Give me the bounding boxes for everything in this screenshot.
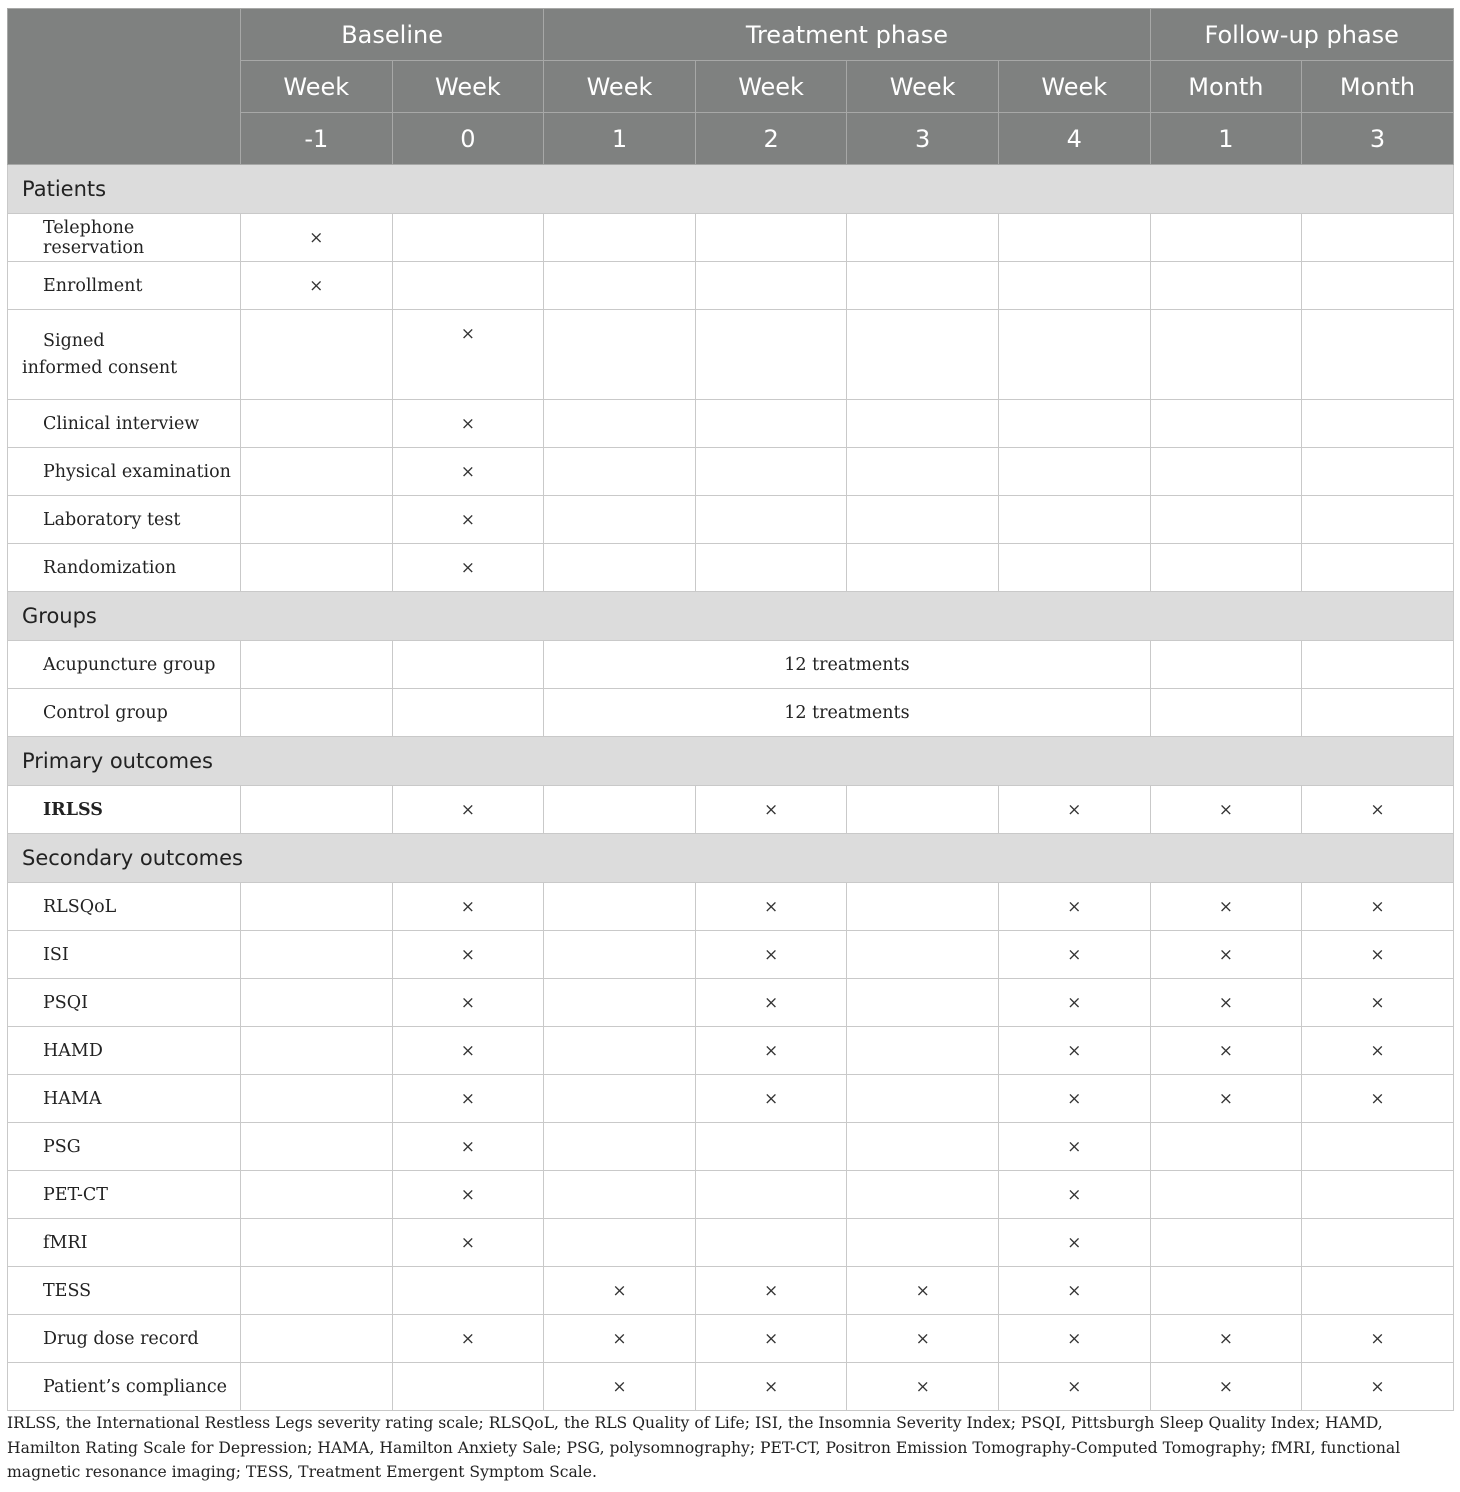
check-mark-cell: ×: [392, 448, 544, 496]
check-mark-cell: ×: [392, 1219, 544, 1267]
check-mark-cell: ×: [998, 931, 1150, 979]
row-label: Acupuncture group: [8, 641, 241, 689]
empty-cell: [1302, 448, 1454, 496]
header-phase-treatment: Treatment phase: [544, 9, 1150, 61]
table-row: [8, 786, 1454, 834]
row-label: Clinical interview: [8, 400, 241, 448]
check-mark-cell: ×: [1302, 883, 1454, 931]
header-number: 3: [847, 113, 999, 165]
empty-cell: [544, 1219, 696, 1267]
table-row: [8, 979, 1454, 1027]
check-mark-cell: ×: [998, 883, 1150, 931]
header-unit: Week: [392, 61, 544, 113]
empty-cell: [695, 1171, 847, 1219]
check-mark-cell: ×: [392, 1027, 544, 1075]
header-corner: [8, 9, 241, 165]
section-row: [8, 592, 1454, 641]
row-label: PSG: [8, 1123, 241, 1171]
table-row: [8, 214, 1454, 262]
check-mark-cell: ×: [1302, 979, 1454, 1027]
section-title: Secondary outcomes: [8, 834, 1454, 883]
row-label: Drug dose record: [8, 1315, 241, 1363]
empty-cell: [1302, 1219, 1454, 1267]
header-unit: Week: [544, 61, 696, 113]
check-mark-cell: ×: [1150, 931, 1302, 979]
check-mark-cell: ×: [1150, 979, 1302, 1027]
empty-cell: [1150, 1171, 1302, 1219]
table-row: [8, 641, 1454, 689]
empty-cell: [544, 310, 696, 400]
empty-cell: [241, 1315, 393, 1363]
empty-cell: [998, 544, 1150, 592]
header-number: 2: [695, 113, 847, 165]
treatment-span-cell: 12 treatments: [544, 689, 1150, 737]
empty-cell: [1302, 262, 1454, 310]
empty-cell: [847, 496, 999, 544]
empty-cell: [998, 400, 1150, 448]
empty-cell: [241, 544, 393, 592]
table-body: [8, 165, 1454, 1411]
empty-cell: [847, 1171, 999, 1219]
check-mark-cell: ×: [1150, 786, 1302, 834]
check-mark-cell: ×: [392, 1123, 544, 1171]
table-row: [8, 1027, 1454, 1075]
empty-cell: [1150, 400, 1302, 448]
empty-cell: [998, 496, 1150, 544]
table-row: [8, 310, 1454, 400]
empty-cell: [544, 544, 696, 592]
empty-cell: [392, 689, 544, 737]
check-mark-cell: ×: [998, 1219, 1150, 1267]
row-label: Patient’s compliance: [8, 1363, 241, 1411]
empty-cell: [241, 883, 393, 931]
table-row: [8, 1315, 1454, 1363]
empty-cell: [544, 1027, 696, 1075]
empty-cell: [241, 400, 393, 448]
header-unit: Month: [1150, 61, 1302, 113]
check-mark-cell: ×: [1150, 1075, 1302, 1123]
empty-cell: [847, 883, 999, 931]
empty-cell: [241, 310, 393, 400]
empty-cell: [544, 1123, 696, 1171]
empty-cell: [544, 1075, 696, 1123]
row-label: HAMA: [8, 1075, 241, 1123]
empty-cell: [1150, 689, 1302, 737]
empty-cell: [241, 1267, 393, 1315]
empty-cell: [847, 1123, 999, 1171]
table-row: [8, 1219, 1454, 1267]
row-label: IRLSS: [8, 786, 241, 834]
check-mark-cell: ×: [847, 1267, 999, 1315]
check-mark-cell: ×: [998, 1027, 1150, 1075]
row-label: ISI: [8, 931, 241, 979]
check-mark-cell: ×: [1150, 883, 1302, 931]
empty-cell: [1150, 1267, 1302, 1315]
check-mark-cell: ×: [998, 1267, 1150, 1315]
check-mark-cell: ×: [695, 1075, 847, 1123]
empty-cell: [1150, 214, 1302, 262]
empty-cell: [1150, 448, 1302, 496]
check-mark-cell: ×: [544, 1315, 696, 1363]
check-mark-cell: ×: [1302, 1363, 1454, 1411]
empty-cell: [1150, 496, 1302, 544]
check-mark-cell: ×: [695, 1363, 847, 1411]
empty-cell: [392, 214, 544, 262]
empty-cell: [998, 214, 1150, 262]
empty-cell: [544, 496, 696, 544]
empty-cell: [1302, 544, 1454, 592]
empty-cell: [847, 1219, 999, 1267]
treatment-span-cell: 12 treatments: [544, 641, 1150, 689]
empty-cell: [695, 214, 847, 262]
empty-cell: [544, 1171, 696, 1219]
check-mark-cell: ×: [998, 1315, 1150, 1363]
check-mark-cell: ×: [241, 262, 393, 310]
empty-cell: [1302, 400, 1454, 448]
header-phase-baseline: Baseline: [241, 9, 544, 61]
empty-cell: [998, 310, 1150, 400]
empty-cell: [998, 448, 1150, 496]
row-label: TESS: [8, 1267, 241, 1315]
header-unit: Week: [695, 61, 847, 113]
row-label: RLSQoL: [8, 883, 241, 931]
table-row: [8, 448, 1454, 496]
header-phase-follow-up: Follow-up phase: [1150, 9, 1453, 61]
empty-cell: [544, 931, 696, 979]
check-mark-cell: ×: [695, 1315, 847, 1363]
table-row: [8, 1363, 1454, 1411]
row-label: fMRI: [8, 1219, 241, 1267]
header-number: 1: [544, 113, 696, 165]
empty-cell: [695, 496, 847, 544]
header-number: 1: [1150, 113, 1302, 165]
check-mark-cell: ×: [695, 931, 847, 979]
empty-cell: [695, 1219, 847, 1267]
empty-cell: [1150, 641, 1302, 689]
check-mark-cell: ×: [392, 979, 544, 1027]
empty-cell: [392, 641, 544, 689]
table-row: [8, 883, 1454, 931]
check-mark-cell: ×: [695, 883, 847, 931]
empty-cell: [241, 1171, 393, 1219]
section-row: [8, 737, 1454, 786]
section-row: [8, 165, 1454, 214]
table-header: [8, 9, 1454, 165]
check-mark-cell: ×: [392, 883, 544, 931]
empty-cell: [1150, 544, 1302, 592]
table-row: [8, 689, 1454, 737]
empty-cell: [847, 214, 999, 262]
empty-cell: [1302, 641, 1454, 689]
empty-cell: [544, 786, 696, 834]
section-title: Groups: [8, 592, 1454, 641]
empty-cell: [847, 448, 999, 496]
table-row: [8, 1075, 1454, 1123]
check-mark-cell: ×: [241, 214, 393, 262]
check-mark-cell: ×: [544, 1363, 696, 1411]
header-unit: Month: [1302, 61, 1454, 113]
empty-cell: [241, 1219, 393, 1267]
table-footnote: IRLSS, the International Restless Legs severity rating scale; RLSQoL, the RLS Quality of Life; ISI, the Insomnia Severity Index; PSQI, Pittsburgh Sleep Quality Index; HAMD, Hamilton Rating Scale for Depression; HAMA, Hamilton Anxiety Sale; PSG, polysomnography; PET-CT, Positron Emission Tomography-Computed Tomography; fMRI, functional magnetic resonance imaging; TESS, Treatment Emergent Symptom Scale.: [7, 1414, 1401, 1481]
table-row: [8, 1171, 1454, 1219]
empty-cell: [1150, 1219, 1302, 1267]
row-label: Physical examination: [8, 448, 241, 496]
check-mark-cell: ×: [998, 1123, 1150, 1171]
empty-cell: [241, 979, 393, 1027]
row-label: PSQI: [8, 979, 241, 1027]
empty-cell: [847, 262, 999, 310]
check-mark-cell: ×: [998, 786, 1150, 834]
row-label: Control group: [8, 689, 241, 737]
empty-cell: [241, 689, 393, 737]
section-row: [8, 834, 1454, 883]
empty-cell: [241, 1363, 393, 1411]
empty-cell: [695, 400, 847, 448]
check-mark-cell: ×: [847, 1363, 999, 1411]
check-mark-cell: ×: [392, 786, 544, 834]
empty-cell: [1302, 310, 1454, 400]
schedule-table: [7, 8, 1454, 1411]
check-mark-cell: ×: [392, 1315, 544, 1363]
empty-cell: [1302, 1171, 1454, 1219]
table-row: [8, 496, 1454, 544]
check-mark-cell: ×: [544, 1267, 696, 1315]
check-mark-cell: ×: [1150, 1315, 1302, 1363]
check-mark-cell: ×: [998, 1171, 1150, 1219]
empty-cell: [847, 544, 999, 592]
empty-cell: [1150, 310, 1302, 400]
row-label: Randomization: [8, 544, 241, 592]
empty-cell: [1150, 262, 1302, 310]
check-mark-cell: ×: [998, 1075, 1150, 1123]
row-label: HAMD: [8, 1027, 241, 1075]
header-number: 0: [392, 113, 544, 165]
row-label-line: informed consent: [22, 357, 178, 378]
empty-cell: [695, 310, 847, 400]
row-label: Telephone reservation: [8, 214, 241, 262]
empty-cell: [544, 883, 696, 931]
empty-cell: [1302, 214, 1454, 262]
empty-cell: [392, 1267, 544, 1315]
check-mark-cell: ×: [695, 1027, 847, 1075]
check-mark-cell: ×: [695, 979, 847, 1027]
check-mark-cell: ×: [1302, 1075, 1454, 1123]
empty-cell: [695, 544, 847, 592]
empty-cell: [544, 448, 696, 496]
check-mark-cell: ×: [392, 310, 544, 400]
empty-cell: [392, 1363, 544, 1411]
check-mark-cell: ×: [1302, 786, 1454, 834]
empty-cell: [1302, 689, 1454, 737]
header-number: 4: [998, 113, 1150, 165]
empty-cell: [241, 496, 393, 544]
check-mark-cell: ×: [392, 400, 544, 448]
check-mark-cell: ×: [392, 544, 544, 592]
empty-cell: [847, 1027, 999, 1075]
header-number: 3: [1302, 113, 1454, 165]
check-mark-cell: ×: [695, 1267, 847, 1315]
empty-cell: [847, 931, 999, 979]
empty-cell: [1302, 1267, 1454, 1315]
empty-cell: [392, 262, 544, 310]
section-title: Primary outcomes: [8, 737, 1454, 786]
empty-cell: [695, 448, 847, 496]
table-row: [8, 262, 1454, 310]
header-unit: Week: [998, 61, 1150, 113]
empty-cell: [695, 262, 847, 310]
empty-cell: [544, 262, 696, 310]
empty-cell: [241, 1075, 393, 1123]
table-row: [8, 544, 1454, 592]
row-label-line: Signed: [43, 330, 105, 351]
empty-cell: [241, 786, 393, 834]
check-mark-cell: ×: [392, 1075, 544, 1123]
empty-cell: [847, 400, 999, 448]
empty-cell: [241, 448, 393, 496]
check-mark-cell: ×: [998, 979, 1150, 1027]
row-label: Laboratory test: [8, 496, 241, 544]
empty-cell: [544, 214, 696, 262]
header-number: -1: [241, 113, 393, 165]
check-mark-cell: ×: [1302, 1315, 1454, 1363]
row-label: PET-CT: [8, 1171, 241, 1219]
empty-cell: [847, 1075, 999, 1123]
check-mark-cell: ×: [1150, 1027, 1302, 1075]
check-mark-cell: ×: [1302, 931, 1454, 979]
row-label: [8, 310, 241, 400]
table-row: [8, 1123, 1454, 1171]
row-label: Enrollment: [8, 262, 241, 310]
check-mark-cell: ×: [1302, 1027, 1454, 1075]
empty-cell: [1302, 496, 1454, 544]
empty-cell: [544, 400, 696, 448]
empty-cell: [241, 1123, 393, 1171]
empty-cell: [847, 979, 999, 1027]
empty-cell: [241, 1027, 393, 1075]
header-unit: Week: [847, 61, 999, 113]
check-mark-cell: ×: [392, 931, 544, 979]
check-mark-cell: ×: [847, 1315, 999, 1363]
empty-cell: [1150, 1123, 1302, 1171]
check-mark-cell: ×: [998, 1363, 1150, 1411]
table-row: [8, 1267, 1454, 1315]
table-row: [8, 931, 1454, 979]
check-mark-cell: ×: [392, 496, 544, 544]
check-mark-cell: ×: [392, 1171, 544, 1219]
empty-cell: [847, 786, 999, 834]
header-unit: Week: [241, 61, 393, 113]
header-phase-row: [8, 9, 1454, 61]
check-mark-cell: ×: [1150, 1363, 1302, 1411]
empty-cell: [847, 310, 999, 400]
empty-cell: [241, 931, 393, 979]
empty-cell: [544, 979, 696, 1027]
empty-cell: [241, 641, 393, 689]
empty-cell: [998, 262, 1150, 310]
table-row: [8, 400, 1454, 448]
check-mark-cell: ×: [695, 786, 847, 834]
section-title: Patients: [8, 165, 1454, 214]
empty-cell: [1302, 1123, 1454, 1171]
empty-cell: [695, 1123, 847, 1171]
